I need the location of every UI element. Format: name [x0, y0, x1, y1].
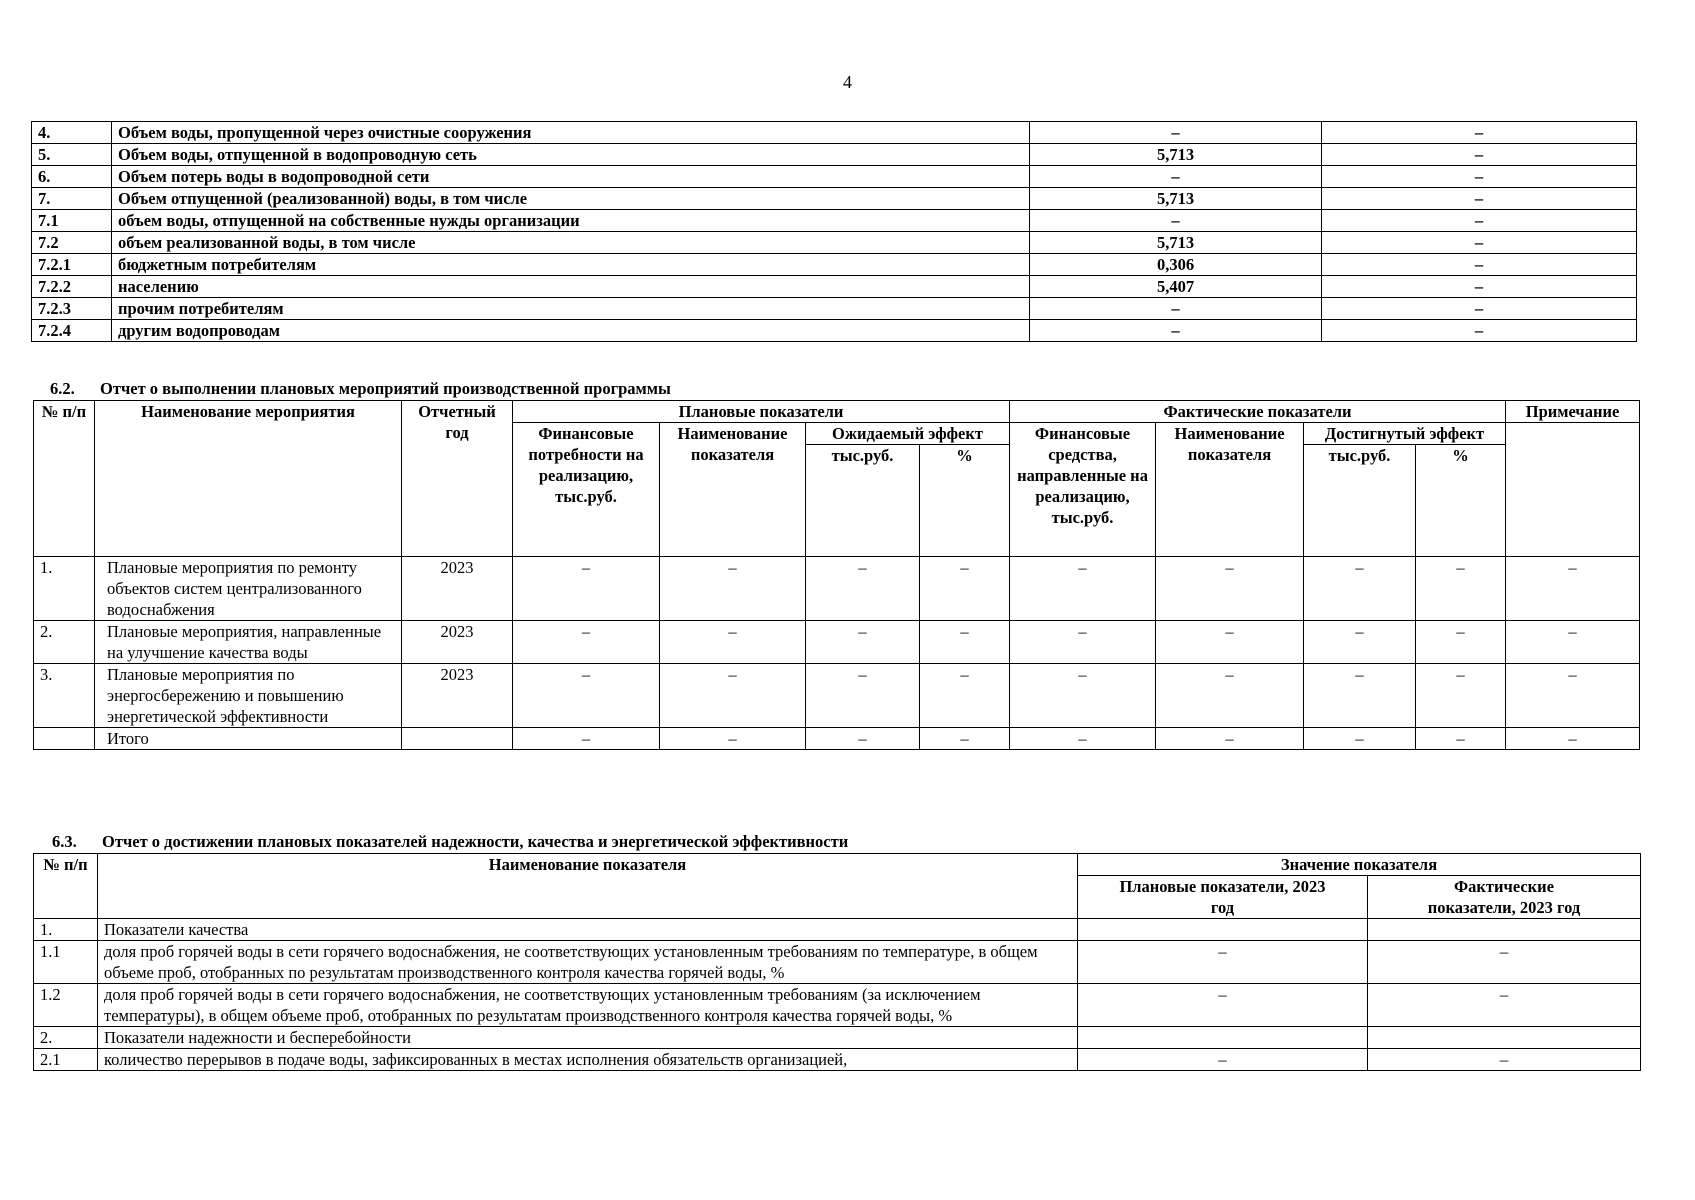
row-value: –: [1156, 621, 1304, 664]
row-value: –: [1506, 664, 1640, 728]
row-value-2: –: [1322, 276, 1637, 298]
row-name: доля проб горячей воды в сети горячего водоснабжения, не соответствующих установленным требованиям по температуре, в общем объеме проб, отобранных по результатам производственного контроля качества горячей воды, %: [98, 941, 1078, 984]
row-number: 7.: [32, 188, 112, 210]
table-row: [32, 276, 1637, 298]
row-name: бюджетным потребителям: [112, 254, 1030, 276]
plan-effect-header: Ожидаемый эффект: [806, 423, 1010, 445]
row-number: 7.2: [32, 232, 112, 254]
row-value-1: –: [1030, 298, 1322, 320]
row-number: 2.1: [34, 1049, 98, 1071]
row-value: –: [1304, 621, 1416, 664]
row-number: [34, 728, 95, 750]
row-name: Объем отпущенной (реализованной) воды, в том числе: [112, 188, 1030, 210]
row-name: доля проб горячей воды в сети горячего водоснабжения, не соответствующих установленным требованиям (за исключением температуры), в общем объеме проб, отобранных по результатам производственного контроля качества горячей воды, %: [98, 984, 1078, 1027]
row-name: объем воды, отпущенной на собственные нужды организации: [112, 210, 1030, 232]
row-name: Показатели надежности и бесперебойности: [98, 1027, 1078, 1049]
row-value: –: [920, 664, 1010, 728]
row-name: Итого: [95, 728, 402, 750]
table-row: [32, 188, 1637, 210]
table-row: [32, 254, 1637, 276]
table-row: [34, 984, 1641, 1027]
table-row: [34, 728, 1640, 750]
row-value: –: [1156, 664, 1304, 728]
row-value-1: 0,306: [1030, 254, 1322, 276]
row-number: 7.2.4: [32, 320, 112, 342]
row-name: Плановые мероприятия по ремонту объектов систем централизованного водоснабжения: [95, 557, 402, 621]
fact-indicator-header: Наименование показателя: [1156, 423, 1304, 557]
row-name: Плановые мероприятия, направленные на улучшение качества воды: [95, 621, 402, 664]
row-value: –: [920, 621, 1010, 664]
row-number: 7.2.1: [32, 254, 112, 276]
row-value: –: [1416, 557, 1506, 621]
planned-header: Плановые показатели: [513, 401, 1010, 423]
row-fact-value: –: [1368, 1049, 1641, 1071]
row-value-2: –: [1322, 298, 1637, 320]
row-fact-value: [1368, 1027, 1641, 1049]
table-row: [34, 919, 1641, 941]
row-value-1: –: [1030, 166, 1322, 188]
row-value-1: 5,713: [1030, 232, 1322, 254]
row-value: –: [806, 557, 920, 621]
value-header: Значение показателя: [1078, 854, 1641, 876]
row-value: –: [660, 664, 806, 728]
table-row: [32, 232, 1637, 254]
row-value-2: –: [1322, 254, 1637, 276]
row-name: другим водопроводам: [112, 320, 1030, 342]
row-plan-value: –: [1078, 1049, 1368, 1071]
row-number: 2.: [34, 621, 95, 664]
table-row: [32, 166, 1637, 188]
row-number: 7.2.3: [32, 298, 112, 320]
row-value: –: [513, 728, 660, 750]
row-number: 1.: [34, 919, 98, 941]
row-number: 4.: [32, 122, 112, 144]
row-value: –: [660, 621, 806, 664]
section-number: 6.2.: [50, 379, 75, 398]
row-value: –: [1304, 728, 1416, 750]
table-row: [34, 557, 1640, 621]
row-value-1: –: [1030, 122, 1322, 144]
fact-fin-header: Финансовые средства, направленные на реализацию, тыс.руб.: [1010, 423, 1156, 557]
note-header: Примечание: [1506, 401, 1640, 423]
row-value: –: [1506, 557, 1640, 621]
row-number: 3.: [34, 664, 95, 728]
plan-header: Плановые показатели, 2023 год: [1078, 876, 1368, 919]
row-number: 7.1: [32, 210, 112, 232]
row-number: 1.: [34, 557, 95, 621]
row-number: 7.2.2: [32, 276, 112, 298]
row-value: –: [920, 728, 1010, 750]
row-plan-value: [1078, 919, 1368, 941]
col-num-header: № п/п: [34, 401, 95, 557]
col-name-header: Наименование мероприятия: [95, 401, 402, 557]
col-num-header: № п/п: [34, 854, 98, 919]
col-year-header: Отчетный год: [402, 401, 513, 557]
row-value: –: [513, 557, 660, 621]
row-name: количество перерывов в подаче воды, зафиксированных в местах исполнения обязательств организацией,: [98, 1049, 1078, 1071]
fact-header: Фактические показатели, 2023 год: [1368, 876, 1641, 919]
fact-rub-header: тыс.руб.: [1304, 445, 1416, 557]
row-number: 5.: [32, 144, 112, 166]
planned-measures-table: [33, 400, 1640, 750]
row-value: –: [920, 557, 1010, 621]
row-year: 2023: [402, 557, 513, 621]
row-value: –: [1416, 664, 1506, 728]
plan-pct-header: %: [920, 445, 1010, 557]
row-value-1: –: [1030, 210, 1322, 232]
row-name: Объем потерь воды в водопроводной сети: [112, 166, 1030, 188]
row-year: 2023: [402, 621, 513, 664]
row-value-1: 5,407: [1030, 276, 1322, 298]
row-value: –: [1304, 664, 1416, 728]
table-row: [32, 210, 1637, 232]
row-fact-value: [1368, 919, 1641, 941]
col-name-header: Наименование показателя: [98, 854, 1078, 919]
table-row: [34, 621, 1640, 664]
row-value-1: 5,713: [1030, 188, 1322, 210]
row-name: Объем воды, пропущенной через очистные сооружения: [112, 122, 1030, 144]
fact-effect-header: Достигнутый эффект: [1304, 423, 1506, 445]
table-row: [34, 1049, 1641, 1071]
row-name: Плановые мероприятия по энергосбережению и повышению энергетической эффективности: [95, 664, 402, 728]
row-value: –: [1010, 728, 1156, 750]
row-value: –: [1010, 621, 1156, 664]
table-row: [32, 144, 1637, 166]
row-value: –: [1010, 664, 1156, 728]
row-value: –: [1010, 557, 1156, 621]
row-name: Объем воды, отпущенной в водопроводную сеть: [112, 144, 1030, 166]
row-value: –: [1506, 728, 1640, 750]
row-plan-value: –: [1078, 984, 1368, 1027]
row-value-2: –: [1322, 166, 1637, 188]
section-number: 6.3.: [52, 832, 77, 851]
note-subheader: [1506, 423, 1640, 557]
row-value: –: [1416, 728, 1506, 750]
row-value-2: –: [1322, 188, 1637, 210]
reliability-indicators-table: [33, 853, 1641, 1071]
section-title-text: Отчет о выполнении плановых мероприятий производственной программы: [100, 379, 671, 398]
row-value-2: –: [1322, 122, 1637, 144]
plan-rub-header: тыс.руб.: [806, 445, 920, 557]
page-number: 4: [843, 72, 852, 92]
row-number: 1.1: [34, 941, 98, 984]
row-number: 2.: [34, 1027, 98, 1049]
row-plan-value: [1078, 1027, 1368, 1049]
row-name: Показатели качества: [98, 919, 1078, 941]
row-value: –: [806, 664, 920, 728]
row-fact-value: –: [1368, 941, 1641, 984]
water-volume-table: [31, 121, 1637, 342]
row-value: –: [1156, 557, 1304, 621]
row-number: 1.2: [34, 984, 98, 1027]
row-name: прочим потребителям: [112, 298, 1030, 320]
row-value: –: [1304, 557, 1416, 621]
fact-pct-header: %: [1416, 445, 1506, 557]
row-value-2: –: [1322, 210, 1637, 232]
row-year: 2023: [402, 664, 513, 728]
row-value-2: –: [1322, 232, 1637, 254]
table-row: [32, 122, 1637, 144]
table-row: [32, 298, 1637, 320]
row-plan-value: –: [1078, 941, 1368, 984]
section-title-text: Отчет о достижении плановых показателей надежности, качества и энергетической эффективности: [102, 832, 849, 851]
row-value: –: [1506, 621, 1640, 664]
row-value-1: –: [1030, 320, 1322, 342]
row-value: –: [1156, 728, 1304, 750]
row-value-2: –: [1322, 144, 1637, 166]
table-row: [34, 664, 1640, 728]
row-value: –: [806, 728, 920, 750]
row-name: населению: [112, 276, 1030, 298]
actual-header: Фактические показатели: [1010, 401, 1506, 423]
row-value: –: [660, 728, 806, 750]
row-year: [402, 728, 513, 750]
row-value-1: 5,713: [1030, 144, 1322, 166]
row-fact-value: –: [1368, 984, 1641, 1027]
row-value: –: [513, 664, 660, 728]
row-value: –: [513, 621, 660, 664]
plan-fin-header: Финансовые потребности на реализацию, тыс.руб.: [513, 423, 660, 557]
row-value: –: [660, 557, 806, 621]
section-6-2-title: [50, 379, 671, 399]
plan-indicator-header: Наименование показателя: [660, 423, 806, 557]
row-number: 6.: [32, 166, 112, 188]
table-row: [34, 1027, 1641, 1049]
row-name: объем реализованной воды, в том числе: [112, 232, 1030, 254]
table-row: [34, 941, 1641, 984]
table-row: [32, 320, 1637, 342]
row-value-2: –: [1322, 320, 1637, 342]
row-value: –: [1416, 621, 1506, 664]
row-value: –: [806, 621, 920, 664]
section-6-3-title: [52, 832, 848, 852]
